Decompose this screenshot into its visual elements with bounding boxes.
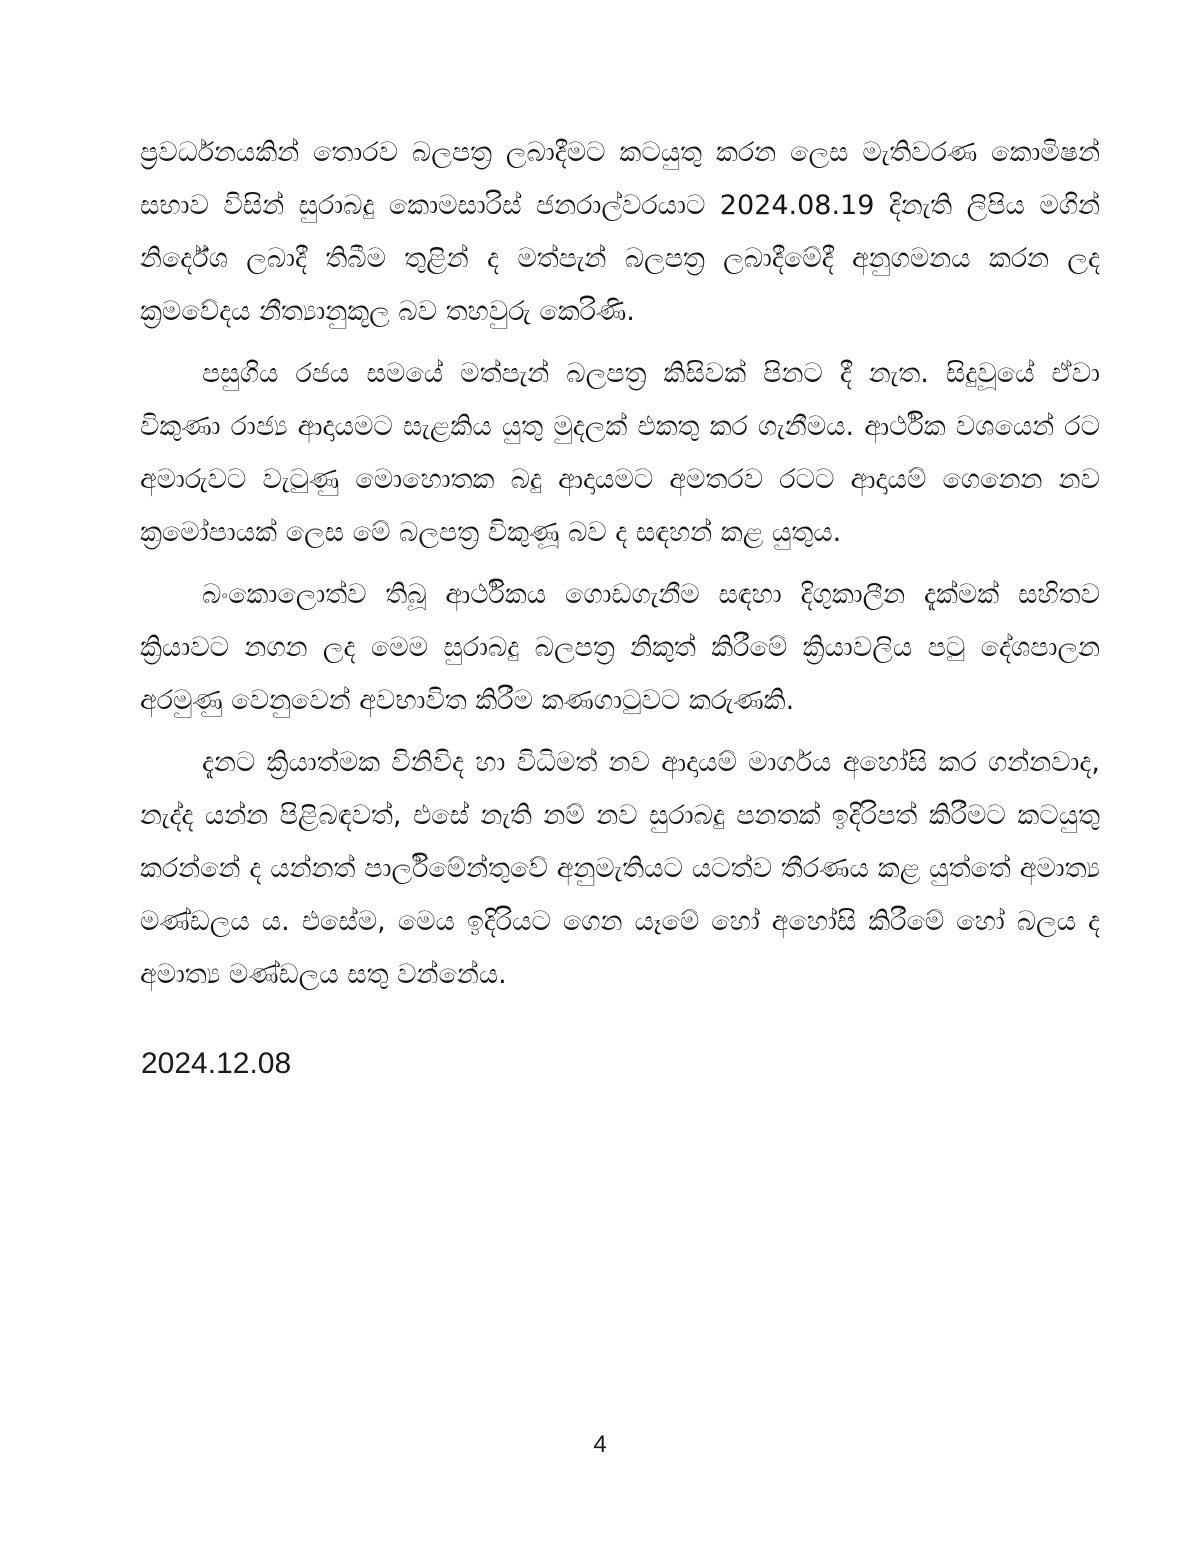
paragraph-2: පසුගිය රජය සමයේ මත්පැන් බලපත්‍ර කිසිවක් පිනට දී නැත. සිදුවූයේ ඒවා විකුණා රාජ්‍ය ආදායමට සැළකිය යුතු මුදලක් එකතු කර ගැනීමය. ආර්ථික වශයෙන් රට අමාරුවට වැටුණු මොහොතක බදු ආදායමට අමතරව රටට ආදායම් ගෙනෙන නව ක්‍රමෝපායක් ලෙස මේ බලපත්‍ර විකුණූ බව ද සඳහන් කළ යුතුය.	[140, 358, 1100, 548]
paragraph-4: දැනට ක්‍රියාත්මක විනිවිද හා විධිමත් නව ආදායම් මාර්ගය අහෝසි කර ගන්නවාද, නැද්ද යන්න පිළිබඳවත්, එසේ නැති නම් නව සුරාබදු පනතක් ඉදිරිපත් කිරීමට කටයුතු කරන්නේ ද යන්නත් පාර්ලිමේන්තුවේ අනුමැතියට යටත්ව තීරණය කළ යුත්තේ අමාත්‍ය මණ්ඩලය ය. එසේම, මෙය ඉදිරියට ගෙන යෑමේ හෝ අහෝසි කිරීමේ හෝ බලය ද අමාත්‍ය මණ්ඩලය සතු වන්නේය.	[140, 747, 1100, 990]
paragraph-3: බංකොලොත්ව තිබූ ආර්ථිකය ගොඩගැනීම සඳහා දිගුකාලීන දැක්මක් සහිතව ක්‍රියාවට නගන ලද මෙම සුරාබදු බලපත්‍ර නිකුත් කිරීමේ ක්‍රියාවලිය පටු දේශපාලන අරමුණු වෙනුවෙන් අවභාවිත කිරීම කණගාටුවට කරුණකි.	[140, 579, 1100, 716]
paragraph-1: ප්‍රවර්ධනයකින් තොරව බලපත්‍ර ලබාදීමට කටයුතු කරන ලෙස මැතිවරණ කොමිෂන් සභාව විසින් සුරාබදු කොමසාරිස් ජනරාල්වරයාට 2024.08.19 දිනැති ලිපිය මගින් නිර්දේශ ලබාදී තිබීම තුළින් ද මත්පැන් බලපත්‍ර ලබාදීමේදී අනුගමනය කරන ලද ක්‍රමවේදය නීත්‍යානුකූල බව තහවුරු කෙරිණි.	[140, 137, 1100, 327]
document-date: 2024.12.08	[141, 1047, 292, 1080]
document-body	[140, 126, 1100, 1010]
page-number: 4	[593, 1431, 607, 1458]
